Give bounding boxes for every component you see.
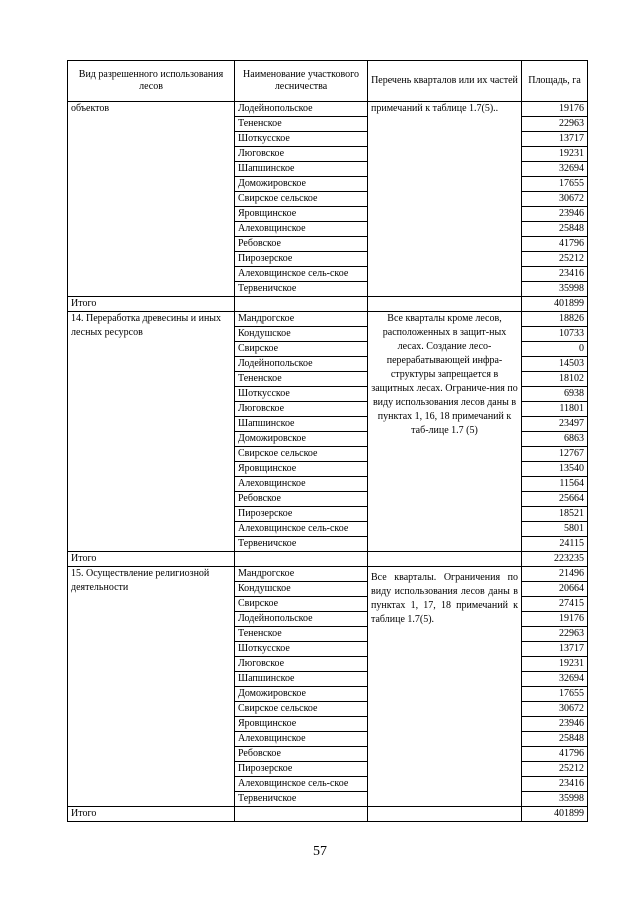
forestry-name-cell: Люговское <box>235 657 368 672</box>
area-cell: 19176 <box>522 612 588 627</box>
empty-cell <box>368 297 522 312</box>
empty-cell <box>235 552 368 567</box>
forestry-name-cell: Пирозерское <box>235 762 368 777</box>
area-cell: 25212 <box>522 762 588 777</box>
forestry-name-cell: Алеховщинское <box>235 732 368 747</box>
forestry-name-cell: Свирское <box>235 597 368 612</box>
forestry-name-cell: Яровщинское <box>235 717 368 732</box>
forestry-name-cell: Ребовское <box>235 747 368 762</box>
forestry-name-cell: Яровщинское <box>235 462 368 477</box>
forestry-name-cell: Люговское <box>235 402 368 417</box>
area-cell: 5801 <box>522 522 588 537</box>
forestry-name-cell: Яровщинское <box>235 207 368 222</box>
header-area: Площадь, га <box>522 61 588 102</box>
quarters-notes-cell: Все кварталы кроме лесов, расположенных в защит-ных лесах. Создание лесо-перерабатывающей инфра-структуры запрещается в защитных лесах. Ограниче-ния по виду использования лесов даны в пунктах 1, 16, 18 примечаний к таб-лице 1.7 (5) <box>368 312 522 552</box>
area-cell: 23946 <box>522 717 588 732</box>
total-area: 401899 <box>522 297 588 312</box>
area-cell: 23946 <box>522 207 588 222</box>
area-cell: 19231 <box>522 147 588 162</box>
forestry-name-cell: Шапшинское <box>235 162 368 177</box>
area-cell: 30672 <box>522 702 588 717</box>
forestry-name-cell: Тервеничское <box>235 537 368 552</box>
forestry-name-cell: Мандрогское <box>235 567 368 582</box>
empty-cell <box>368 807 522 822</box>
quarters-notes-cell: примечаний к таблице 1.7(5).. <box>368 102 522 297</box>
area-cell: 12767 <box>522 447 588 462</box>
header-forestry-name: Наименование участкового лесничества <box>235 61 368 102</box>
area-cell: 21496 <box>522 567 588 582</box>
area-cell: 19231 <box>522 657 588 672</box>
table-body <box>68 102 588 822</box>
area-cell: 41796 <box>522 237 588 252</box>
forestry-name-cell: Свирское сельское <box>235 702 368 717</box>
table-row <box>68 567 588 582</box>
area-cell: 6938 <box>522 387 588 402</box>
header-use-type: Вид разрешенного использования лесов <box>68 61 235 102</box>
area-cell: 25848 <box>522 732 588 747</box>
empty-cell <box>368 552 522 567</box>
area-cell: 10733 <box>522 327 588 342</box>
total-area: 401899 <box>522 807 588 822</box>
area-cell: 14503 <box>522 357 588 372</box>
table-header-row <box>68 61 588 102</box>
forestry-name-cell: Алеховщинское сель-ское <box>235 267 368 282</box>
forestry-name-cell: Доможировское <box>235 687 368 702</box>
area-cell: 23416 <box>522 267 588 282</box>
forestry-name-cell: Шоткусское <box>235 132 368 147</box>
forestry-name-cell: Кондушское <box>235 327 368 342</box>
area-cell: 25212 <box>522 252 588 267</box>
forestry-name-cell: Доможировское <box>235 177 368 192</box>
area-cell: 18102 <box>522 372 588 387</box>
total-label: Итого <box>68 552 235 567</box>
total-row <box>68 807 588 822</box>
area-cell: 35998 <box>522 282 588 297</box>
area-cell: 25848 <box>522 222 588 237</box>
quarters-notes-cell: Все кварталы. Ограничения по виду использования лесов даны в пунктах 1, 17, 18 примечаний к таблице 1.7(5). <box>368 567 522 807</box>
forestry-name-cell: Шапшинское <box>235 417 368 432</box>
forestry-name-cell: Мандрогское <box>235 312 368 327</box>
header-quarters-list: Перечень кварталов или их частей <box>368 61 522 102</box>
area-cell: 19176 <box>522 102 588 117</box>
forestry-name-cell: Тервеничское <box>235 792 368 807</box>
area-cell: 32694 <box>522 162 588 177</box>
area-cell: 18826 <box>522 312 588 327</box>
area-cell: 25664 <box>522 492 588 507</box>
area-cell: 30672 <box>522 192 588 207</box>
use-type-cell: 15. Осуществление религиозной деятельности <box>68 567 235 807</box>
forestry-name-cell: Алеховщинское сель-ское <box>235 522 368 537</box>
area-cell: 32694 <box>522 672 588 687</box>
forestry-name-cell: Лодейнопольское <box>235 102 368 117</box>
forestry-name-cell: Свирское сельское <box>235 192 368 207</box>
forestry-name-cell: Кондушское <box>235 582 368 597</box>
forestry-name-cell: Шоткусское <box>235 642 368 657</box>
forest-use-table <box>67 60 588 822</box>
forestry-name-cell: Шоткусское <box>235 387 368 402</box>
total-area: 223235 <box>522 552 588 567</box>
table-row <box>68 312 588 327</box>
table-row <box>68 102 588 117</box>
forestry-name-cell: Алеховщинское <box>235 477 368 492</box>
area-cell: 22963 <box>522 117 588 132</box>
area-cell: 18521 <box>522 507 588 522</box>
area-cell: 20664 <box>522 582 588 597</box>
area-cell: 13717 <box>522 642 588 657</box>
forestry-name-cell: Шапшинское <box>235 672 368 687</box>
area-cell: 23497 <box>522 417 588 432</box>
area-cell: 35998 <box>522 792 588 807</box>
area-cell: 17655 <box>522 177 588 192</box>
area-cell: 27415 <box>522 597 588 612</box>
area-cell: 11801 <box>522 402 588 417</box>
forestry-name-cell: Пирозерское <box>235 252 368 267</box>
area-cell: 6863 <box>522 432 588 447</box>
area-cell: 22963 <box>522 627 588 642</box>
forestry-name-cell: Алеховщинское <box>235 222 368 237</box>
page-number: 57 <box>313 844 327 859</box>
total-row <box>68 297 588 312</box>
forestry-name-cell: Тененское <box>235 117 368 132</box>
forestry-name-cell: Ребовское <box>235 237 368 252</box>
forestry-name-cell: Тервеничское <box>235 282 368 297</box>
area-cell: 41796 <box>522 747 588 762</box>
area-cell: 17655 <box>522 687 588 702</box>
forestry-name-cell: Свирское сельское <box>235 447 368 462</box>
forestry-name-cell: Лодейнопольское <box>235 357 368 372</box>
area-cell: 24115 <box>522 537 588 552</box>
area-cell: 13540 <box>522 462 588 477</box>
use-type-cell: 14. Переработка древесины и иных лесных ресурсов <box>68 312 235 552</box>
total-label: Итого <box>68 297 235 312</box>
area-cell: 0 <box>522 342 588 357</box>
forestry-name-cell: Тененское <box>235 627 368 642</box>
forestry-name-cell: Алеховщинское сель-ское <box>235 777 368 792</box>
forestry-name-cell: Доможировское <box>235 432 368 447</box>
empty-cell <box>235 807 368 822</box>
use-type-cell: объектов <box>68 102 235 297</box>
total-row <box>68 552 588 567</box>
forestry-name-cell: Тененское <box>235 372 368 387</box>
empty-cell <box>235 297 368 312</box>
forestry-name-cell: Свирское <box>235 342 368 357</box>
area-cell: 13717 <box>522 132 588 147</box>
forestry-name-cell: Пирозерское <box>235 507 368 522</box>
total-label: Итого <box>68 807 235 822</box>
area-cell: 23416 <box>522 777 588 792</box>
forestry-name-cell: Ребовское <box>235 492 368 507</box>
forestry-name-cell: Лодейнопольское <box>235 612 368 627</box>
forestry-name-cell: Люговское <box>235 147 368 162</box>
area-cell: 11564 <box>522 477 588 492</box>
